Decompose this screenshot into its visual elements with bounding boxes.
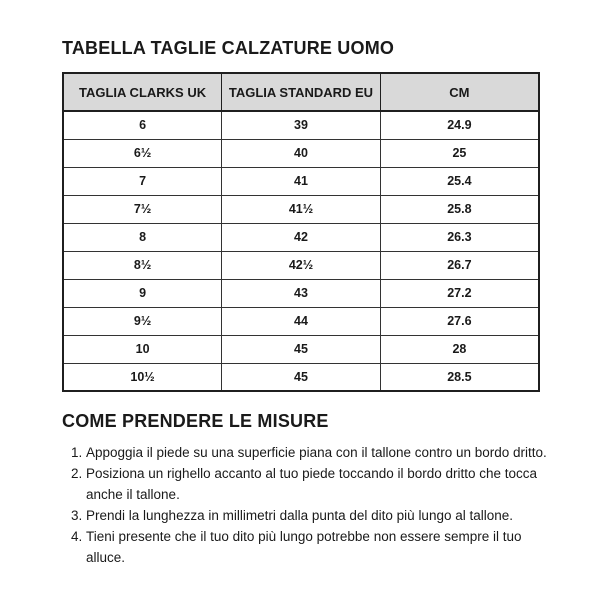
cell-uk: 10½ — [63, 363, 222, 391]
cell-uk: 6½ — [63, 139, 222, 167]
cell-cm: 25.8 — [380, 195, 539, 223]
cell-cm: 27.2 — [380, 279, 539, 307]
cell-uk: 7½ — [63, 195, 222, 223]
cell-uk: 8 — [63, 223, 222, 251]
cell-eu: 44 — [222, 307, 381, 335]
cell-cm: 25 — [380, 139, 539, 167]
column-header-eu: TAGLIA STANDARD EU — [222, 73, 381, 111]
cell-eu: 43 — [222, 279, 381, 307]
list-item: 1. Appoggia il piede su una superficie piana con il tallone contro un bordo dritto. — [86, 442, 558, 463]
cell-eu: 42 — [222, 223, 381, 251]
header-row — [63, 73, 539, 111]
cell-eu: 40 — [222, 139, 381, 167]
size-table-body — [63, 111, 539, 391]
table-row — [63, 167, 539, 195]
table-row — [63, 223, 539, 251]
cell-eu: 41 — [222, 167, 381, 195]
column-header-uk: TAGLIA CLARKS UK — [63, 73, 222, 111]
measuring-instructions-list — [66, 442, 558, 568]
cell-cm: 26.7 — [380, 251, 539, 279]
size-conversion-table — [62, 72, 540, 392]
cell-uk: 10 — [63, 335, 222, 363]
cell-eu: 45 — [222, 363, 381, 391]
column-header-cm: CM — [380, 73, 539, 111]
cell-eu: 45 — [222, 335, 381, 363]
table-row — [63, 363, 539, 391]
cell-cm: 25.4 — [380, 167, 539, 195]
list-item: 3. Prendi la lunghezza in millimetri dalla punta del dito più lungo al tallone. — [86, 505, 558, 526]
cell-uk: 6 — [63, 111, 222, 139]
table-row — [63, 279, 539, 307]
table-row — [63, 307, 539, 335]
cell-uk: 7 — [63, 167, 222, 195]
cell-cm: 27.6 — [380, 307, 539, 335]
cell-cm: 24.9 — [380, 111, 539, 139]
cell-uk: 9½ — [63, 307, 222, 335]
cell-uk: 9 — [63, 279, 222, 307]
cell-cm: 28 — [380, 335, 539, 363]
cell-cm: 28.5 — [380, 363, 539, 391]
size-table-header — [63, 73, 539, 111]
cell-eu: 42½ — [222, 251, 381, 279]
list-item: 2. Posiziona un righello accanto al tuo piede toccando il bordo dritto che tocca anche il tallone. — [86, 463, 558, 505]
cell-cm: 26.3 — [380, 223, 539, 251]
cell-eu: 39 — [222, 111, 381, 139]
table-row — [63, 335, 539, 363]
size-table-title: TABELLA TAGLIE CALZATURE UOMO — [62, 38, 395, 58]
table-row — [63, 195, 539, 223]
table-row — [63, 251, 539, 279]
cell-uk: 8½ — [63, 251, 222, 279]
measure-section-title: COME PRENDERE LE MISURE — [62, 411, 329, 431]
cell-eu: 41½ — [222, 195, 381, 223]
table-row — [63, 111, 539, 139]
table-row — [63, 139, 539, 167]
list-item: 4. Tieni presente che il tuo dito più lungo potrebbe non essere sempre il tuo alluce. — [86, 526, 558, 568]
